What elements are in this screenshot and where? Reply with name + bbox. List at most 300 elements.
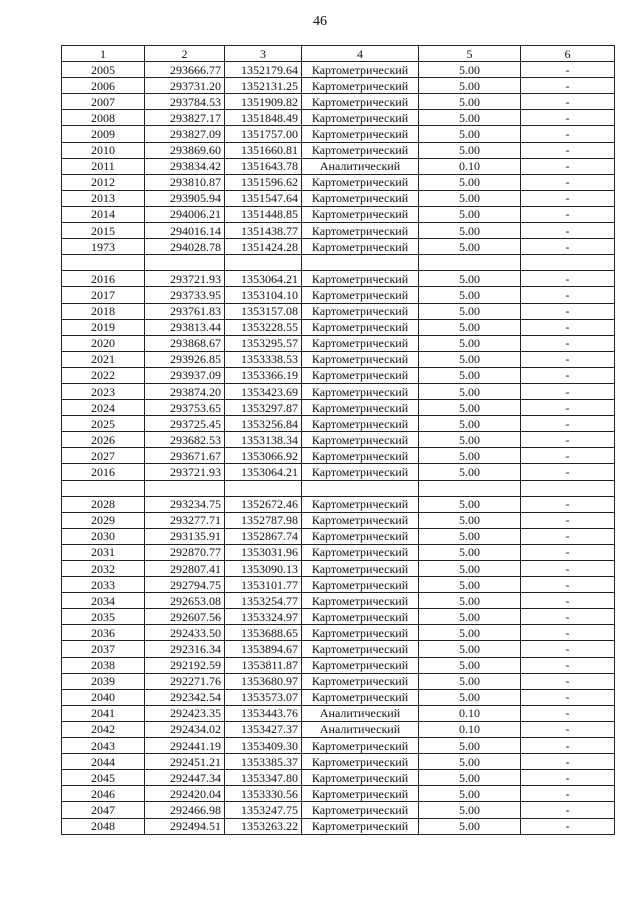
cell-point-number: 2023: [62, 383, 145, 399]
cell-note: -: [521, 657, 615, 673]
table-row: [62, 432, 615, 448]
cell-point-number: 2040: [62, 689, 145, 705]
cell-y-coordinate: 1353256.84: [225, 416, 302, 432]
cell-x-coordinate: 292607.56: [145, 609, 225, 625]
cell-y-coordinate: 1353104.10: [225, 287, 302, 303]
cell-accuracy: 5.00: [419, 818, 521, 834]
table-row: [62, 802, 615, 818]
cell-accuracy: 5.00: [419, 625, 521, 641]
table-row: [62, 142, 615, 158]
cell-point-number: 2014: [62, 206, 145, 222]
cell-y-coordinate: 1353894.67: [225, 641, 302, 657]
cell-y-coordinate: 1353573.07: [225, 689, 302, 705]
cell-method: Картометрический: [302, 673, 419, 689]
cell-x-coordinate: 293753.65: [145, 400, 225, 416]
table-row: [62, 351, 615, 367]
table-row: [62, 62, 615, 78]
cell-note: -: [521, 786, 615, 802]
cell-y-coordinate: 1353031.96: [225, 544, 302, 560]
cell-method: Картометрический: [302, 657, 419, 673]
cell-y-coordinate: 1353247.75: [225, 802, 302, 818]
cell-method: Картометрический: [302, 110, 419, 126]
cell-note: -: [521, 609, 615, 625]
cell-method: Картометрический: [302, 754, 419, 770]
cell-y-coordinate: 1353228.55: [225, 319, 302, 335]
cell-point-number: 2010: [62, 142, 145, 158]
cell-method: Картометрический: [302, 738, 419, 754]
cell-x-coordinate: 292653.08: [145, 593, 225, 609]
cell-point-number: 2012: [62, 174, 145, 190]
cell-point-number: 2026: [62, 432, 145, 448]
table-header: [62, 46, 615, 62]
header-col-6: 6: [521, 46, 615, 62]
cell-y-coordinate: 1353254.77: [225, 593, 302, 609]
cell-note: -: [521, 673, 615, 689]
cell-y-coordinate: 1351909.82: [225, 94, 302, 110]
cell-method: Картометрический: [302, 625, 419, 641]
cell-method: Картометрический: [302, 223, 419, 239]
cell-x-coordinate: 292316.34: [145, 641, 225, 657]
cell-accuracy: [419, 255, 521, 271]
cell-x-coordinate: 293277.71: [145, 512, 225, 528]
cell-y-coordinate: 1351757.00: [225, 126, 302, 142]
cell-accuracy: 5.00: [419, 754, 521, 770]
cell-accuracy: 5.00: [419, 78, 521, 94]
cell-accuracy: 5.00: [419, 738, 521, 754]
cell-y-coordinate: [225, 255, 302, 271]
cell-method: [302, 480, 419, 496]
cell-x-coordinate: 292466.98: [145, 802, 225, 818]
table-row: [62, 609, 615, 625]
cell-note: -: [521, 448, 615, 464]
cell-note: -: [521, 126, 615, 142]
cell-accuracy: 5.00: [419, 561, 521, 577]
cell-y-coordinate: 1351643.78: [225, 158, 302, 174]
table-row: [62, 110, 615, 126]
cell-method: Картометрический: [302, 367, 419, 383]
cell-method: Картометрический: [302, 416, 419, 432]
table-row: [62, 512, 615, 528]
coordinates-table: [61, 45, 615, 835]
cell-point-number: 2033: [62, 577, 145, 593]
cell-note: -: [521, 190, 615, 206]
cell-note: [521, 255, 615, 271]
cell-note: -: [521, 544, 615, 560]
cell-y-coordinate: 1353338.53: [225, 351, 302, 367]
table-row: [62, 94, 615, 110]
cell-method: Картометрический: [302, 689, 419, 705]
cell-point-number: 2019: [62, 319, 145, 335]
cell-point-number: [62, 255, 145, 271]
cell-point-number: 2011: [62, 158, 145, 174]
cell-accuracy: 5.00: [419, 223, 521, 239]
cell-x-coordinate: 293827.17: [145, 110, 225, 126]
table-row: [62, 641, 615, 657]
cell-accuracy: 5.00: [419, 432, 521, 448]
cell-point-number: 2028: [62, 496, 145, 512]
cell-method: Картометрический: [302, 190, 419, 206]
cell-x-coordinate: 292441.19: [145, 738, 225, 754]
cell-method: Картометрический: [302, 94, 419, 110]
cell-point-number: 2044: [62, 754, 145, 770]
table-row: [62, 400, 615, 416]
cell-point-number: 2013: [62, 190, 145, 206]
cell-method: Картометрический: [302, 271, 419, 287]
cell-note: -: [521, 62, 615, 78]
cell-x-coordinate: 293725.45: [145, 416, 225, 432]
cell-accuracy: 5.00: [419, 770, 521, 786]
header-col-5: 5: [419, 46, 521, 62]
table-row: [62, 464, 615, 480]
cell-x-coordinate: 292794.75: [145, 577, 225, 593]
cell-note: -: [521, 206, 615, 222]
table-row: [62, 174, 615, 190]
cell-y-coordinate: [225, 480, 302, 496]
cell-y-coordinate: 1352131.25: [225, 78, 302, 94]
cell-method: Картометрический: [302, 561, 419, 577]
cell-point-number: 2036: [62, 625, 145, 641]
cell-method: Картометрический: [302, 335, 419, 351]
table-row: [62, 78, 615, 94]
cell-x-coordinate: 293721.93: [145, 271, 225, 287]
cell-note: -: [521, 625, 615, 641]
cell-accuracy: 5.00: [419, 335, 521, 351]
cell-y-coordinate: 1353688.65: [225, 625, 302, 641]
cell-y-coordinate: 1351660.81: [225, 142, 302, 158]
page-number: 46: [313, 14, 327, 29]
cell-note: -: [521, 335, 615, 351]
table-row: [62, 721, 615, 737]
cell-point-number: 2043: [62, 738, 145, 754]
cell-y-coordinate: 1351448.85: [225, 206, 302, 222]
cell-y-coordinate: 1353138.34: [225, 432, 302, 448]
cell-method: Картометрический: [302, 400, 419, 416]
cell-note: -: [521, 94, 615, 110]
cell-note: -: [521, 287, 615, 303]
cell-accuracy: 5.00: [419, 577, 521, 593]
cell-method: Картометрический: [302, 287, 419, 303]
cell-point-number: 2007: [62, 94, 145, 110]
cell-note: -: [521, 174, 615, 190]
cell-point-number: 2037: [62, 641, 145, 657]
cell-note: -: [521, 705, 615, 721]
cell-accuracy: [419, 480, 521, 496]
cell-method: Картометрический: [302, 512, 419, 528]
cell-method: Картометрический: [302, 319, 419, 335]
cell-note: -: [521, 400, 615, 416]
cell-note: [521, 480, 615, 496]
cell-accuracy: 5.00: [419, 448, 521, 464]
cell-point-number: 2030: [62, 528, 145, 544]
cell-note: -: [521, 770, 615, 786]
header-col-3: 3: [225, 46, 302, 62]
table-row: [62, 738, 615, 754]
cell-x-coordinate: 293682.53: [145, 432, 225, 448]
cell-x-coordinate: 292434.02: [145, 721, 225, 737]
cell-note: -: [521, 689, 615, 705]
cell-y-coordinate: 1352672.46: [225, 496, 302, 512]
cell-method: Картометрический: [302, 62, 419, 78]
cell-point-number: 2017: [62, 287, 145, 303]
table-row: [62, 544, 615, 560]
cell-point-number: 2006: [62, 78, 145, 94]
cell-accuracy: 5.00: [419, 174, 521, 190]
cell-x-coordinate: 292192.59: [145, 657, 225, 673]
cell-x-coordinate: [145, 255, 225, 271]
cell-point-number: 2041: [62, 705, 145, 721]
cell-accuracy: 5.00: [419, 786, 521, 802]
header-row: [62, 46, 615, 62]
cell-x-coordinate: 292433.50: [145, 625, 225, 641]
cell-x-coordinate: 293813.44: [145, 319, 225, 335]
cell-accuracy: 5.00: [419, 400, 521, 416]
cell-y-coordinate: 1352787.98: [225, 512, 302, 528]
cell-method: Картометрический: [302, 303, 419, 319]
cell-x-coordinate: 293731.20: [145, 78, 225, 94]
cell-note: -: [521, 223, 615, 239]
cell-y-coordinate: 1353066.92: [225, 448, 302, 464]
cell-note: -: [521, 512, 615, 528]
cell-y-coordinate: 1351848.49: [225, 110, 302, 126]
cell-x-coordinate: [145, 480, 225, 496]
cell-x-coordinate: 292451.21: [145, 754, 225, 770]
cell-x-coordinate: 292271.76: [145, 673, 225, 689]
cell-note: -: [521, 802, 615, 818]
cell-note: -: [521, 416, 615, 432]
cell-accuracy: 5.00: [419, 593, 521, 609]
header-col-4: 4: [302, 46, 419, 62]
cell-note: -: [521, 78, 615, 94]
cell-accuracy: 0.10: [419, 721, 521, 737]
cell-y-coordinate: 1353680.97: [225, 673, 302, 689]
cell-point-number: 2018: [62, 303, 145, 319]
cell-x-coordinate: 292807.41: [145, 561, 225, 577]
cell-x-coordinate: 293721.93: [145, 464, 225, 480]
cell-x-coordinate: 293666.77: [145, 62, 225, 78]
header-col-1: 1: [62, 46, 145, 62]
cell-accuracy: 5.00: [419, 367, 521, 383]
cell-x-coordinate: 293905.94: [145, 190, 225, 206]
cell-note: -: [521, 142, 615, 158]
cell-note: -: [521, 528, 615, 544]
cell-method: Картометрический: [302, 464, 419, 480]
cell-x-coordinate: 293810.87: [145, 174, 225, 190]
cell-x-coordinate: 293869.60: [145, 142, 225, 158]
cell-note: -: [521, 303, 615, 319]
cell-note: -: [521, 432, 615, 448]
cell-y-coordinate: 1351547.64: [225, 190, 302, 206]
cell-method: Картометрический: [302, 496, 419, 512]
cell-point-number: 2045: [62, 770, 145, 786]
table-row: [62, 786, 615, 802]
cell-accuracy: 5.00: [419, 206, 521, 222]
cell-accuracy: 0.10: [419, 158, 521, 174]
cell-accuracy: 5.00: [419, 190, 521, 206]
cell-x-coordinate: 293671.67: [145, 448, 225, 464]
cell-accuracy: 5.00: [419, 351, 521, 367]
table-row: [62, 190, 615, 206]
cell-accuracy: 5.00: [419, 689, 521, 705]
cell-point-number: 2027: [62, 448, 145, 464]
cell-method: Картометрический: [302, 786, 419, 802]
cell-method: Картометрический: [302, 544, 419, 560]
cell-x-coordinate: 293761.83: [145, 303, 225, 319]
cell-method: Картометрический: [302, 818, 419, 834]
cell-method: Картометрический: [302, 448, 419, 464]
cell-point-number: 2048: [62, 818, 145, 834]
cell-note: -: [521, 738, 615, 754]
cell-x-coordinate: 292342.54: [145, 689, 225, 705]
cell-y-coordinate: 1351438.77: [225, 223, 302, 239]
cell-point-number: [62, 480, 145, 496]
cell-x-coordinate: 293926.85: [145, 351, 225, 367]
cell-point-number: 2047: [62, 802, 145, 818]
cell-y-coordinate: 1352179.64: [225, 62, 302, 78]
cell-y-coordinate: 1351424.28: [225, 239, 302, 255]
cell-note: -: [521, 496, 615, 512]
cell-point-number: 2009: [62, 126, 145, 142]
cell-point-number: 2042: [62, 721, 145, 737]
table-row: [62, 303, 615, 319]
table-row: [62, 754, 615, 770]
cell-accuracy: 5.00: [419, 609, 521, 625]
cell-point-number: 2022: [62, 367, 145, 383]
cell-point-number: 2031: [62, 544, 145, 560]
cell-x-coordinate: 292447.34: [145, 770, 225, 786]
cell-point-number: 2021: [62, 351, 145, 367]
cell-method: [302, 255, 419, 271]
cell-method: Картометрический: [302, 609, 419, 625]
cell-y-coordinate: 1353090.13: [225, 561, 302, 577]
cell-method: Картометрический: [302, 142, 419, 158]
cell-accuracy: 5.00: [419, 657, 521, 673]
table-row: [62, 577, 615, 593]
table-row: [62, 383, 615, 399]
cell-accuracy: 5.00: [419, 512, 521, 528]
cell-y-coordinate: 1353101.77: [225, 577, 302, 593]
cell-method: Картометрический: [302, 802, 419, 818]
cell-note: -: [521, 818, 615, 834]
cell-y-coordinate: 1353330.56: [225, 786, 302, 802]
cell-method: Картометрический: [302, 593, 419, 609]
cell-y-coordinate: 1353297.87: [225, 400, 302, 416]
cell-point-number: 2029: [62, 512, 145, 528]
cell-accuracy: 5.00: [419, 416, 521, 432]
header-col-2: 2: [145, 46, 225, 62]
cell-note: -: [521, 158, 615, 174]
cell-method: Картометрический: [302, 528, 419, 544]
cell-method: Картометрический: [302, 577, 419, 593]
cell-note: -: [521, 110, 615, 126]
cell-accuracy: 5.00: [419, 673, 521, 689]
cell-note: -: [521, 319, 615, 335]
cell-accuracy: 5.00: [419, 544, 521, 560]
table-row: [62, 561, 615, 577]
table-row: [62, 367, 615, 383]
cell-x-coordinate: 293868.67: [145, 335, 225, 351]
table-row: [62, 206, 615, 222]
cell-method: Картометрический: [302, 126, 419, 142]
cell-y-coordinate: 1353423.69: [225, 383, 302, 399]
cell-accuracy: 5.00: [419, 110, 521, 126]
cell-accuracy: 5.00: [419, 464, 521, 480]
table-row: [62, 448, 615, 464]
cell-y-coordinate: 1353366.19: [225, 367, 302, 383]
cell-method: Картометрический: [302, 351, 419, 367]
cell-accuracy: 5.00: [419, 496, 521, 512]
cell-y-coordinate: 1353263.22: [225, 818, 302, 834]
cell-y-coordinate: 1353324.97: [225, 609, 302, 625]
table-row: [62, 416, 615, 432]
table-row: [62, 335, 615, 351]
cell-accuracy: 5.00: [419, 271, 521, 287]
cell-point-number: 2005: [62, 62, 145, 78]
cell-x-coordinate: 294006.21: [145, 206, 225, 222]
cell-x-coordinate: 292494.51: [145, 818, 225, 834]
cell-accuracy: 5.00: [419, 641, 521, 657]
cell-x-coordinate: 293234.75: [145, 496, 225, 512]
cell-x-coordinate: 292423.35: [145, 705, 225, 721]
cell-note: -: [521, 577, 615, 593]
cell-method: Картометрический: [302, 174, 419, 190]
cell-method: Картометрический: [302, 78, 419, 94]
table-row: [62, 689, 615, 705]
table-row: [62, 705, 615, 721]
cell-point-number: 2020: [62, 335, 145, 351]
table-row: [62, 319, 615, 335]
cell-point-number: 2038: [62, 657, 145, 673]
cell-note: -: [521, 464, 615, 480]
cell-x-coordinate: 294028.78: [145, 239, 225, 255]
cell-accuracy: 5.00: [419, 802, 521, 818]
table-row: [62, 593, 615, 609]
cell-note: -: [521, 383, 615, 399]
cell-note: -: [521, 351, 615, 367]
table-row: [62, 496, 615, 512]
cell-point-number: 1973: [62, 239, 145, 255]
cell-accuracy: 5.00: [419, 239, 521, 255]
cell-y-coordinate: 1353064.21: [225, 464, 302, 480]
cell-y-coordinate: 1351596.62: [225, 174, 302, 190]
table-row: [62, 818, 615, 834]
cell-y-coordinate: 1352867.74: [225, 528, 302, 544]
cell-point-number: 2008: [62, 110, 145, 126]
table-row: [62, 625, 615, 641]
cell-x-coordinate: 292420.04: [145, 786, 225, 802]
table-row: [62, 255, 615, 271]
cell-x-coordinate: 293733.95: [145, 287, 225, 303]
cell-accuracy: 0.10: [419, 705, 521, 721]
cell-method: Картометрический: [302, 206, 419, 222]
cell-y-coordinate: 1353385.37: [225, 754, 302, 770]
cell-point-number: 2035: [62, 609, 145, 625]
cell-x-coordinate: 293937.09: [145, 367, 225, 383]
cell-y-coordinate: 1353427.37: [225, 721, 302, 737]
cell-x-coordinate: 292870.77: [145, 544, 225, 560]
cell-point-number: 2046: [62, 786, 145, 802]
cell-note: -: [521, 367, 615, 383]
table-row: [62, 239, 615, 255]
cell-method: Картометрический: [302, 770, 419, 786]
cell-method: Аналитический: [302, 721, 419, 737]
cell-point-number: 2034: [62, 593, 145, 609]
cell-y-coordinate: 1353064.21: [225, 271, 302, 287]
cell-method: Картометрический: [302, 383, 419, 399]
cell-accuracy: 5.00: [419, 528, 521, 544]
cell-method: Аналитический: [302, 158, 419, 174]
cell-method: Аналитический: [302, 705, 419, 721]
cell-note: -: [521, 641, 615, 657]
